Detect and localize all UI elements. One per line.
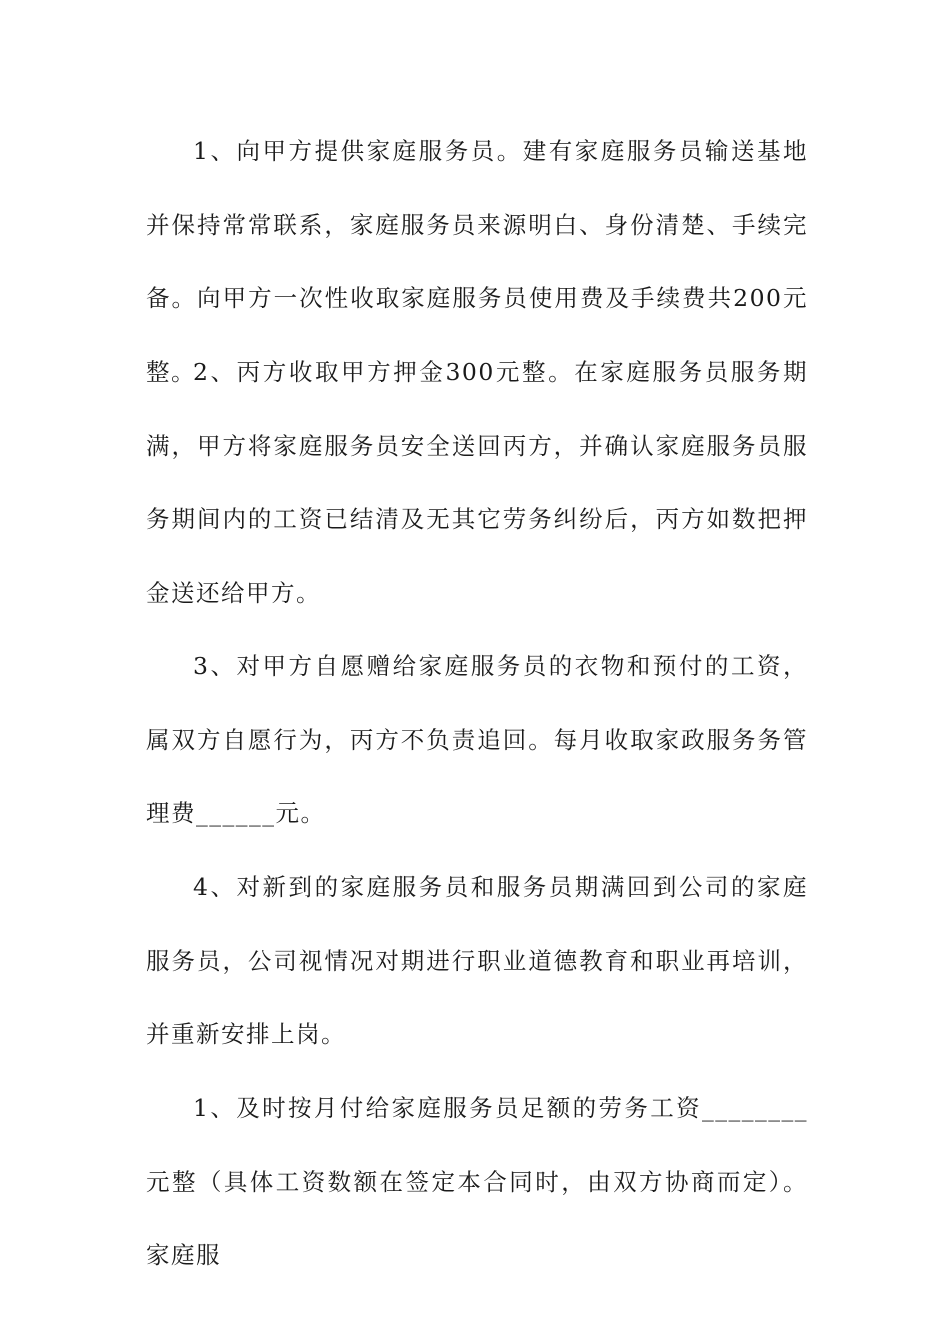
paragraph-training: 4、对新到的家庭服务员和服务员期满回到公司的家庭服务员，公司视情况对期进行职业道德教育和职业再培训，并重新安排上岗。: [146, 873, 808, 1048]
paragraph-monthly-wages: 1、及时按月付给家庭服务员足额的劳务工资________元整（具体工资数额在签定本合同时，由双方协商而定）。家庭服: [146, 1094, 808, 1269]
paragraph-gifts-and-management-fee: 3、对甲方自愿赠给家庭服务员的衣物和预付的工资，属双方自愿行为，丙方不负责追回。每月收取家政服务务管理费______元。: [146, 652, 808, 827]
paragraph-provide-domestic-worker: 1、向甲方提供家庭服务员。建有家庭服务员输送基地并保持常常联系，家庭服务员来源明白、身份清楚、手续完备。向甲方一次性收取家庭服务员使用费及手续费共200元整。: [146, 137, 808, 386]
paragraph-deposit: 2、丙方收取甲方押金300元整。在家庭服务员服务期满，甲方将家庭服务员安全送回丙方，并确认家庭服务员服务期间内的工资已结清及无其它劳务纠纷后，丙方如数把押金送还给甲方。: [146, 358, 808, 607]
